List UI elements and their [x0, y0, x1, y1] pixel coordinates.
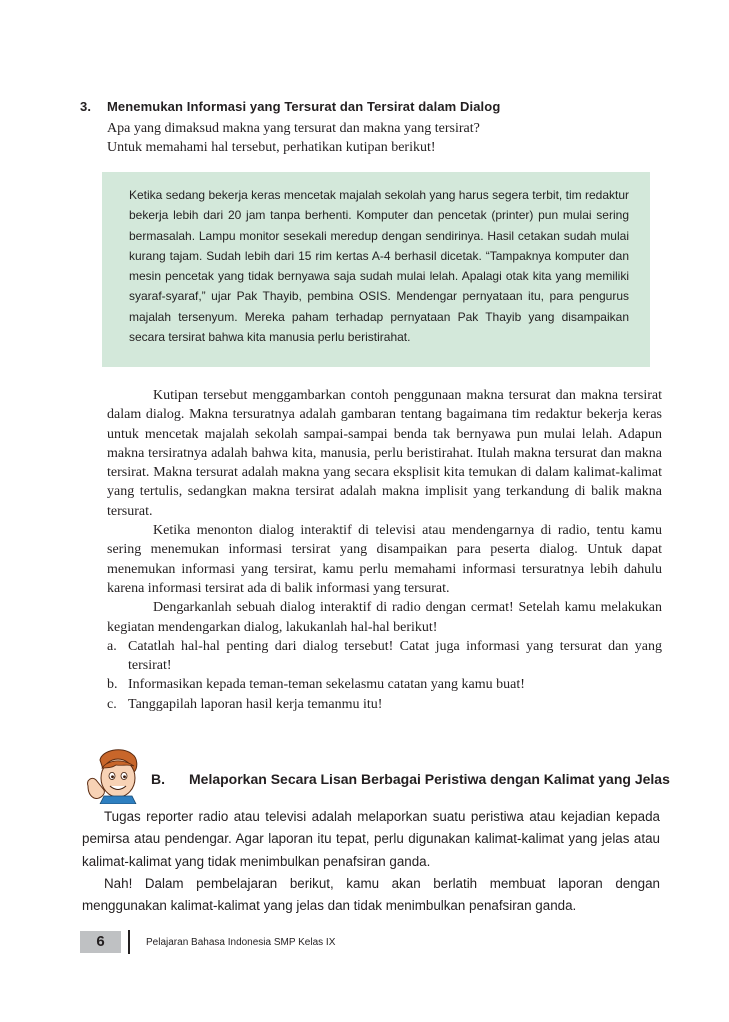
- list-item: [107, 637, 662, 676]
- list-item-text: Tanggapilah laporan hasil kerja temanmu itu!: [128, 696, 383, 712]
- intro-question: Apa yang dimaksud makna yang tersurat dan makna yang tersirat?: [107, 121, 480, 136]
- section-title: Menemukan Informasi yang Tersurat dan Tersirat dalam Dialog: [107, 99, 501, 114]
- intro-instruction: Untuk memahami hal tersebut, perhatikan kutipan berikut!: [107, 140, 436, 155]
- list-item: [107, 675, 662, 694]
- section-3-heading: [80, 99, 500, 114]
- quote-box: [102, 172, 650, 367]
- list-item-text: Informasikan kepada teman-teman sekelasmu catatan yang kamu buat!: [128, 677, 525, 693]
- section-b-heading: [151, 771, 670, 787]
- section-intro: [107, 119, 667, 157]
- list-item-text: Catatlah hal-hal penting dari dialog tersebut! Catat juga informasi yang tersurat dan yang tersirat!: [128, 638, 662, 674]
- paragraph: Dengarkanlah sebuah dialog interaktif di radio dengan cermat! Setelah kamu melakukan kegiatan mendengarkan dialog, lakukanlah hal-hal berikut!: [107, 600, 662, 635]
- list-marker: a.: [107, 638, 117, 654]
- section-number: 3.: [80, 99, 92, 114]
- paragraph: Tugas reporter radio atau televisi adalah melaporkan suatu peristiwa atau kejadian kepada pemirsa atau pendengar. Agar laporan itu tepat, perlu digunakan kalimat-kalimat yang jelas atau kalimat-kalimat yang tidak menimbulkan penafsiran ganda.: [82, 809, 660, 869]
- quote-text: Ketika sedang bekerja keras mencetak majalah sekolah yang harus segera terbit, tim redaktur bekerja lebih dari 20 jam tanpa berhenti. Komputer dan pencetak (printer) pun mulai sering bermasalah. Lampu monitor sesekali meredup dengan sendirinya. Hasil cetakan sudah mulai kurang tajam. Sudah lebih dari 15 rim kertas A-4 berhasil dicetak. “Tampaknya komputer dan mesin pencetak yang tidak bernyawa saja sudah mulai lelah. Apalagi otak kita yang memiliki syaraf-syaraf,” ujar Pak Thayib, pembina OSIS. Mendengar pernyataan itu, para pengurus majalah tersenyum. Mereka paham terhadap pernyataan Pak Thayib yang disampaikan secara tersirat bahwa kita manusia perlu beristirahat.: [129, 188, 629, 345]
- section-title: Melaporkan Secara Lisan Berbagai Peristiwa dengan Kalimat yang Jelas: [189, 771, 670, 787]
- list-marker: c.: [107, 696, 117, 712]
- footer-book-title: Pelajaran Bahasa Indonesia SMP Kelas IX: [146, 937, 336, 948]
- page-number: 6: [80, 931, 121, 953]
- explanation-body: [107, 386, 662, 714]
- paragraph: Kutipan tersebut menggambarkan contoh penggunaan makna tersurat dan makna tersirat dalam dialog. Makna tersuratnya adalah gambaran tentang bagaimana tim redaktur bekerja keras untuk mencetak majalah sekolah sampai-sampai benda tak bernyawa pun mulai lelah. Adapun makna tersiratnya adalah bahwa kita, manusia, perlu beristirahat. Itulah makna tersurat dan makna tersirat. Makna tersurat adalah makna yang secara eksplisit kita temukan di dalam kalimat-kalimat yang tertulis, sedangkan makna tersirat adalah makna implisit yang terkandung di balik makna tersurat.: [107, 388, 662, 519]
- paragraph: Nah! Dalam pembelajaran berikut, kamu akan berlatih membuat laporan dengan menggunakan kalimat-kalimat yang jelas dan tidak menimbulkan penafsiran ganda.: [82, 875, 660, 914]
- paragraph: Ketika menonton dialog interaktif di televisi atau mendengarnya di radio, tentu kamu sering menemukan informasi tersirat yang disampaikan para peserta dialog. Untuk dapat menemukan informasi yang tersirat, kamu perlu memahami informasi tersuratnya lebih dahulu karena informasi tersirat ada di balik informasi yang tersurat.: [107, 523, 662, 596]
- section-b-body: [82, 806, 660, 917]
- boy-illustration: [82, 746, 144, 804]
- list-marker: b.: [107, 677, 118, 693]
- section-letter: B.: [151, 771, 165, 787]
- list-item: [107, 695, 662, 714]
- footer-divider: [128, 930, 130, 954]
- task-list: [107, 637, 662, 714]
